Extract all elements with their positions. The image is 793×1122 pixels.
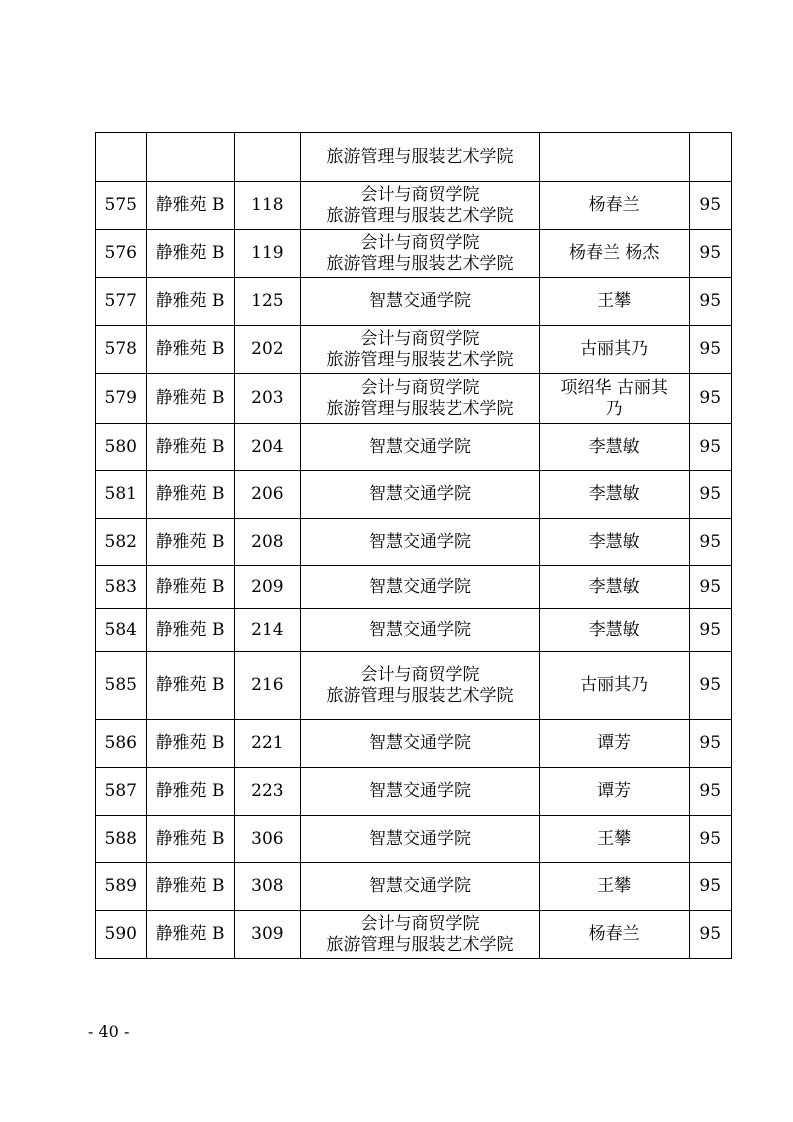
room-number-cell: 309 [234, 911, 301, 959]
serial-number-cell: 576 [96, 230, 147, 278]
serial-number-cell: 590 [96, 911, 147, 959]
college-cell [301, 863, 540, 911]
score-cell: 95 [689, 519, 732, 566]
table-row [96, 720, 732, 768]
college-cell-line: 会计与商贸学院 [360, 184, 480, 205]
college-cell-line: 智慧交通学院 [369, 781, 472, 801]
score-cell: 95 [689, 652, 732, 720]
staff-cell-line: 项绍华 古丽其 [560, 377, 668, 398]
staff-cell [539, 278, 689, 326]
building-cell: 静雅苑 B [146, 424, 234, 471]
serial-number-cell: 581 [96, 471, 147, 519]
score-cell: 95 [689, 863, 732, 911]
room-number-cell [234, 133, 301, 182]
college-cell-line: 会计与商贸学院 [360, 913, 480, 934]
table-row [96, 471, 732, 519]
table-row [96, 519, 732, 566]
table-row [96, 609, 732, 652]
building-cell: 静雅苑 B [146, 863, 234, 911]
college-cell-line: 旅游管理与服装艺术学院 [326, 685, 514, 706]
score-cell: 95 [689, 326, 732, 374]
table-row [96, 863, 732, 911]
staff-cell-line: 王攀 [597, 828, 632, 849]
room-number-cell: 208 [234, 519, 301, 566]
staff-cell [539, 326, 689, 374]
staff-cell-line: 杨春兰 [588, 195, 640, 215]
building-cell: 静雅苑 B [146, 609, 234, 652]
building-cell: 静雅苑 B [146, 566, 234, 609]
table-row [96, 133, 732, 182]
college-cell [301, 566, 540, 609]
college-cell-line: 旅游管理与服装艺术学院 [326, 205, 514, 226]
staff-cell [539, 133, 689, 182]
table-row [96, 424, 732, 471]
college-cell-line: 会计与商贸学院 [360, 328, 480, 349]
staff-cell [539, 471, 689, 519]
staff-cell [539, 609, 689, 652]
staff-cell [539, 519, 689, 566]
staff-cell [539, 720, 689, 768]
room-number-cell: 308 [234, 863, 301, 911]
room-number-cell: 125 [234, 278, 301, 326]
staff-cell-line: 李慧敏 [588, 436, 640, 457]
room-number-cell: 203 [234, 374, 301, 424]
college-cell [301, 326, 540, 374]
room-number-cell: 223 [234, 768, 301, 816]
serial-number-cell: 587 [96, 768, 147, 816]
serial-number-cell [96, 133, 147, 182]
college-cell-line: 智慧交通学院 [369, 291, 472, 311]
room-number-cell: 306 [234, 816, 301, 863]
table-row [96, 816, 732, 863]
room-number-cell: 209 [234, 566, 301, 609]
college-cell [301, 278, 540, 326]
building-cell: 静雅苑 B [146, 911, 234, 959]
room-number-cell: 206 [234, 471, 301, 519]
college-cell [301, 471, 540, 519]
staff-cell-line: 李慧敏 [588, 484, 640, 504]
score-cell: 95 [689, 720, 732, 768]
college-cell-line: 会计与商贸学院 [360, 232, 480, 253]
staff-cell-line: 李慧敏 [588, 619, 640, 640]
staff-cell-line: 王攀 [597, 291, 632, 311]
staff-cell-line: 李慧敏 [588, 576, 640, 597]
serial-number-cell: 583 [96, 566, 147, 609]
staff-cell-line: 杨春兰 杨杰 [568, 243, 660, 263]
building-cell: 静雅苑 B [146, 519, 234, 566]
score-cell: 95 [689, 566, 732, 609]
staff-cell-line: 杨春兰 [588, 924, 640, 944]
table-row [96, 326, 732, 374]
building-cell: 静雅苑 B [146, 720, 234, 768]
room-number-cell: 118 [234, 182, 301, 230]
table-row [96, 230, 732, 278]
college-cell-line: 智慧交通学院 [369, 576, 472, 597]
building-cell: 静雅苑 B [146, 374, 234, 424]
staff-cell [539, 230, 689, 278]
score-cell: 95 [689, 182, 732, 230]
serial-number-cell: 575 [96, 182, 147, 230]
college-cell-line: 智慧交通学院 [369, 484, 472, 504]
staff-cell-line: 乃 [605, 398, 623, 419]
college-cell [301, 720, 540, 768]
college-cell [301, 609, 540, 652]
serial-number-cell: 586 [96, 720, 147, 768]
college-cell-line: 旅游管理与服装艺术学院 [326, 349, 514, 370]
score-cell: 95 [689, 816, 732, 863]
score-cell: 95 [689, 374, 732, 424]
college-cell-line: 智慧交通学院 [369, 733, 472, 753]
dormitory-table [95, 132, 732, 959]
college-cell-line: 智慧交通学院 [369, 436, 472, 457]
college-cell-line: 会计与商贸学院 [360, 377, 480, 398]
college-cell-line: 智慧交通学院 [369, 876, 472, 896]
college-cell-line: 旅游管理与服装艺术学院 [326, 398, 514, 419]
staff-cell [539, 566, 689, 609]
table-row [96, 566, 732, 609]
serial-number-cell: 578 [96, 326, 147, 374]
table-row [96, 652, 732, 720]
room-number-cell: 221 [234, 720, 301, 768]
college-cell [301, 424, 540, 471]
building-cell: 静雅苑 B [146, 471, 234, 519]
staff-cell [539, 911, 689, 959]
building-cell: 静雅苑 B [146, 182, 234, 230]
college-cell-line: 智慧交通学院 [369, 531, 472, 552]
room-number-cell: 214 [234, 609, 301, 652]
college-cell [301, 133, 540, 182]
staff-cell [539, 652, 689, 720]
building-cell: 静雅苑 B [146, 278, 234, 326]
staff-cell-line: 李慧敏 [588, 531, 640, 552]
score-cell: 95 [689, 424, 732, 471]
table-row [96, 182, 732, 230]
college-cell-line: 智慧交通学院 [369, 828, 472, 849]
college-cell-line: 会计与商贸学院 [360, 664, 480, 685]
college-cell-line: 智慧交通学院 [369, 619, 472, 640]
serial-number-cell: 577 [96, 278, 147, 326]
serial-number-cell: 585 [96, 652, 147, 720]
college-cell [301, 374, 540, 424]
staff-cell [539, 863, 689, 911]
staff-cell-line: 谭芳 [597, 781, 632, 801]
building-cell: 静雅苑 B [146, 768, 234, 816]
room-number-cell: 202 [234, 326, 301, 374]
serial-number-cell: 589 [96, 863, 147, 911]
building-cell: 静雅苑 B [146, 816, 234, 863]
staff-cell [539, 374, 689, 424]
building-cell: 静雅苑 B [146, 326, 234, 374]
college-cell-line: 旅游管理与服装艺术学院 [326, 253, 514, 274]
table-row [96, 278, 732, 326]
college-cell [301, 519, 540, 566]
table-row [96, 374, 732, 424]
serial-number-cell: 584 [96, 609, 147, 652]
page-number: - 40 - [88, 1022, 130, 1041]
score-cell [689, 133, 732, 182]
college-cell [301, 230, 540, 278]
staff-cell-line: 古丽其乃 [580, 675, 649, 695]
serial-number-cell: 580 [96, 424, 147, 471]
building-cell: 静雅苑 B [146, 230, 234, 278]
room-number-cell: 119 [234, 230, 301, 278]
staff-cell [539, 816, 689, 863]
score-cell: 95 [689, 768, 732, 816]
table-row [96, 768, 732, 816]
college-cell-line: 旅游管理与服装艺术学院 [326, 146, 514, 167]
room-number-cell: 204 [234, 424, 301, 471]
score-cell: 95 [689, 471, 732, 519]
table-body [96, 133, 732, 959]
score-cell: 95 [689, 230, 732, 278]
score-cell: 95 [689, 609, 732, 652]
college-cell [301, 911, 540, 959]
building-cell: 静雅苑 B [146, 652, 234, 720]
serial-number-cell: 579 [96, 374, 147, 424]
staff-cell-line: 古丽其乃 [580, 339, 649, 359]
college-cell [301, 182, 540, 230]
staff-cell-line: 谭芳 [597, 733, 632, 753]
college-cell-line: 旅游管理与服装艺术学院 [326, 934, 514, 955]
score-cell: 95 [689, 911, 732, 959]
staff-cell-line: 王攀 [597, 876, 632, 896]
room-number-cell: 216 [234, 652, 301, 720]
staff-cell [539, 182, 689, 230]
table-row [96, 911, 732, 959]
college-cell [301, 768, 540, 816]
serial-number-cell: 582 [96, 519, 147, 566]
college-cell [301, 816, 540, 863]
staff-cell [539, 424, 689, 471]
serial-number-cell: 588 [96, 816, 147, 863]
score-cell: 95 [689, 278, 732, 326]
college-cell [301, 652, 540, 720]
staff-cell [539, 768, 689, 816]
building-cell [146, 133, 234, 182]
